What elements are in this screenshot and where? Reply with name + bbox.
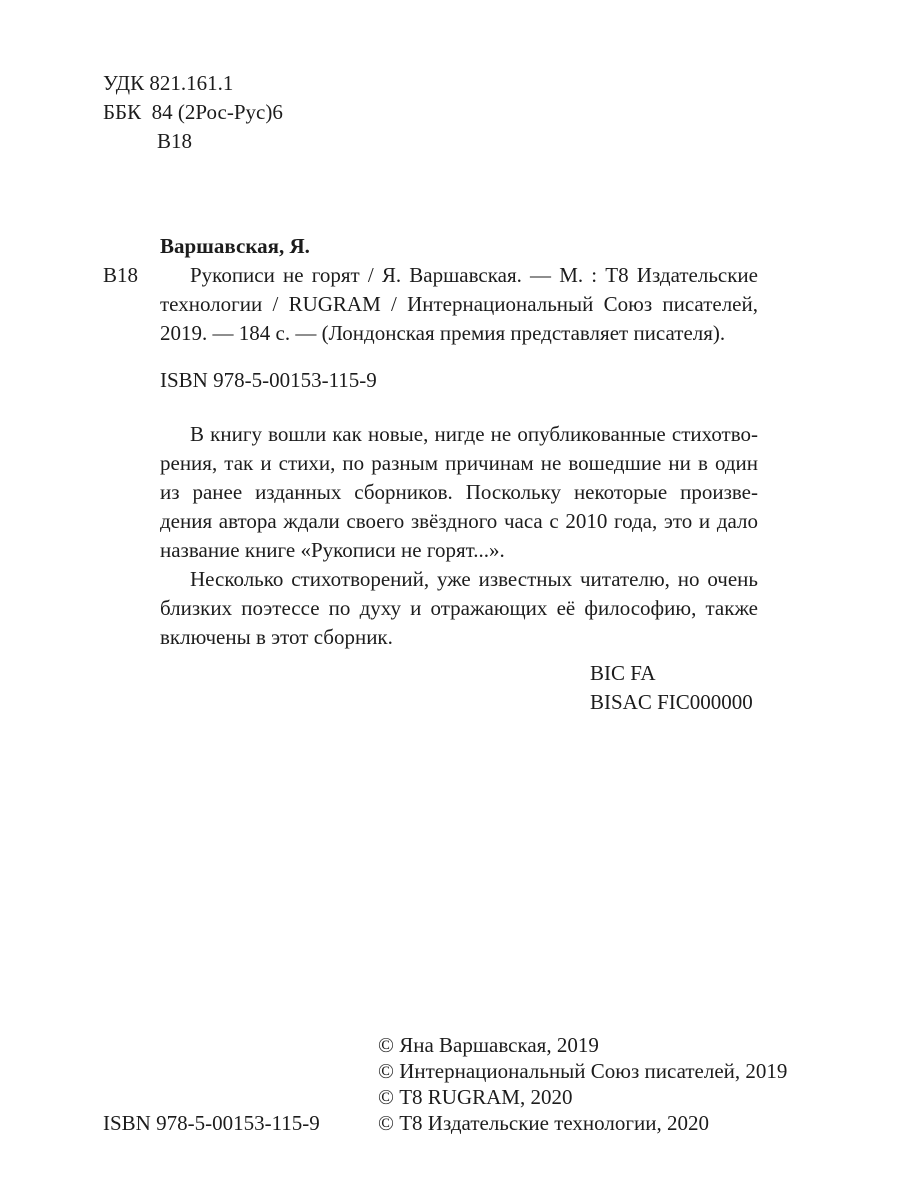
record-line-1: Рукописи не горят / Я. Варшавская. — М. : Т8 Издательские — [190, 263, 758, 287]
annotation-line: из ранее изданных сборников. Поскольку некоторые произве- — [160, 480, 758, 504]
copyright-line: © Т8 RUGRAM, 2020 — [378, 1085, 573, 1109]
annotation-line: близких поэтессе по духу и отражающих её философию, также — [160, 596, 758, 620]
record-isbn: ISBN 978-5-00153-115-9 — [160, 368, 377, 392]
bic-code: BIC FA — [590, 661, 656, 685]
annotation-paragraph-2 — [160, 565, 758, 652]
annotation-line: рения, так и стихи, по разным причинам не вошедшие ни в один — [160, 451, 758, 475]
record-mark: В18 — [103, 263, 139, 287]
copyright-block — [378, 1032, 787, 1136]
author-mark: В18 — [157, 129, 193, 153]
udk-code: УДК 821.161.1 — [103, 71, 234, 95]
annotation-line: дения автора ждали своего звёздного часа с 2010 года, это и дало — [160, 509, 758, 533]
record-line-1-box — [190, 261, 758, 290]
annotation-line: название книге «Рукописи не горят...». — [160, 538, 505, 562]
record-line-2-box — [160, 290, 758, 319]
record-line-3: 2019. — 184 с. — (Лондонская премия представляет писателя). — [160, 321, 726, 345]
copyright-line: © Яна Варшавская, 2019 — [378, 1033, 599, 1057]
annotation-line: В книгу вошли как новые, нигде не опубликованные стихотво- — [190, 422, 758, 446]
record-line-2: технологии / RUGRAM / Интернациональный Союз писателей, — [160, 292, 758, 316]
annotation-line: Несколько стихотворений, уже известных читателю, но очень — [190, 567, 758, 591]
annotation-line: включены в этот сборник. — [160, 625, 393, 649]
copyright-line: © Интернациональный Союз писателей, 2019 — [378, 1059, 788, 1083]
copyright-line: © Т8 Издательские технологии, 2020 — [378, 1111, 709, 1135]
annotation-paragraph-1 — [160, 420, 758, 565]
footer-isbn: ISBN 978-5-00153-115-9 — [103, 1111, 320, 1135]
author-heading: Варшавская, Я. — [160, 234, 310, 258]
bbk-code: ББК 84 (2Рос-Рус)6 — [103, 100, 283, 124]
bisac-code: BISAC FIC000000 — [590, 690, 753, 714]
